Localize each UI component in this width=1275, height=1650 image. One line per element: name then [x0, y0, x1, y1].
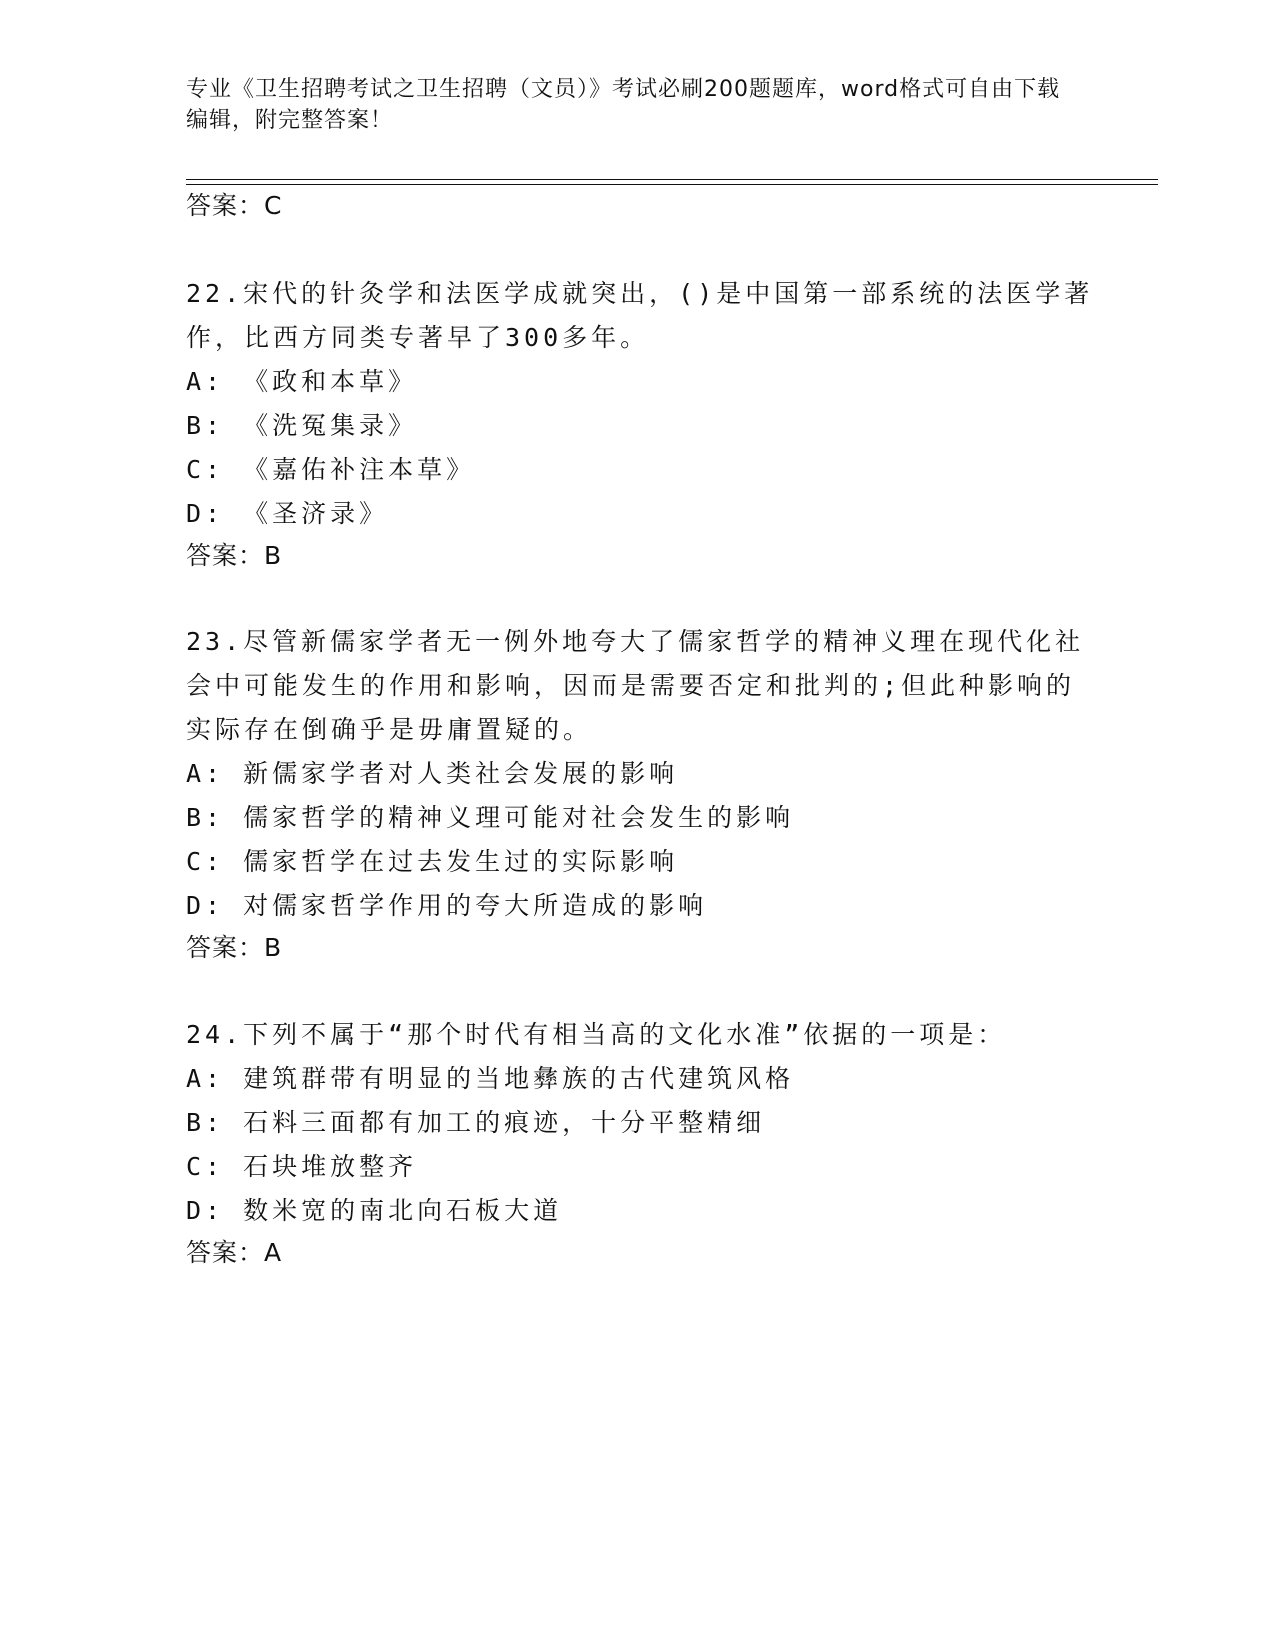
question-24-option-b: B: 石料三面都有加工的痕迹，十分平整精细	[186, 1108, 766, 1137]
question-22-option-c: C: 《嘉佑补注本草》	[186, 455, 476, 484]
question-22-line-1: 22.宋代的针灸学和法医学成就突出，()是中国第一部系统的法医学著	[186, 279, 1094, 308]
question-23-line-3: 实际存在倒确乎是毋庸置疑的。	[186, 715, 593, 744]
question-23-option-b: B: 儒家哲学的精神义理可能对社会发生的影响	[186, 803, 795, 832]
answer-22: 答案：B	[186, 541, 283, 570]
answer-23: 答案：B	[186, 933, 283, 962]
question-22-line-2: 作，比西方同类专著早了300多年。	[186, 323, 650, 352]
question-23-option-d: D: 对儒家哲学作用的夸大所造成的影响	[186, 891, 708, 920]
question-24-option-a: A: 建筑群带有明显的当地彝族的古代建筑风格	[186, 1064, 795, 1093]
question-23-line-1: 23.尽管新儒家学者无一例外地夸大了儒家哲学的精神义理在现代化社	[186, 627, 1085, 656]
question-22-option-d: D: 《圣济录》	[186, 499, 389, 528]
question-24-option-c: C: 石块堆放整齐	[186, 1152, 418, 1181]
header-divider-bottom	[186, 184, 1158, 185]
answer-24: 答案：A	[186, 1238, 283, 1267]
question-23-option-c: C: 儒家哲学在过去发生过的实际影响	[186, 847, 679, 876]
question-23-option-a: A: 新儒家学者对人类社会发展的影响	[186, 759, 679, 788]
document-header: 专业《卫生招聘考试之卫生招聘（文员）》考试必刷200题题库，word格式可自由下载编辑，附完整答案！	[186, 77, 1061, 133]
question-23-line-2: 会中可能发生的作用和影响，因而是需要否定和批判的;但此种影响的	[186, 671, 1076, 700]
header-divider-top	[186, 179, 1158, 180]
question-24-option-d: D: 数米宽的南北向石板大道	[186, 1196, 563, 1225]
question-22-option-a: A: 《政和本草》	[186, 367, 418, 396]
question-22-option-b: B: 《洗冤集录》	[186, 411, 418, 440]
answer-21: 答案：C	[186, 191, 283, 220]
question-24-line-1: 24.下列不属于“那个时代有相当高的文化水准”依据的一项是：	[186, 1020, 1007, 1049]
